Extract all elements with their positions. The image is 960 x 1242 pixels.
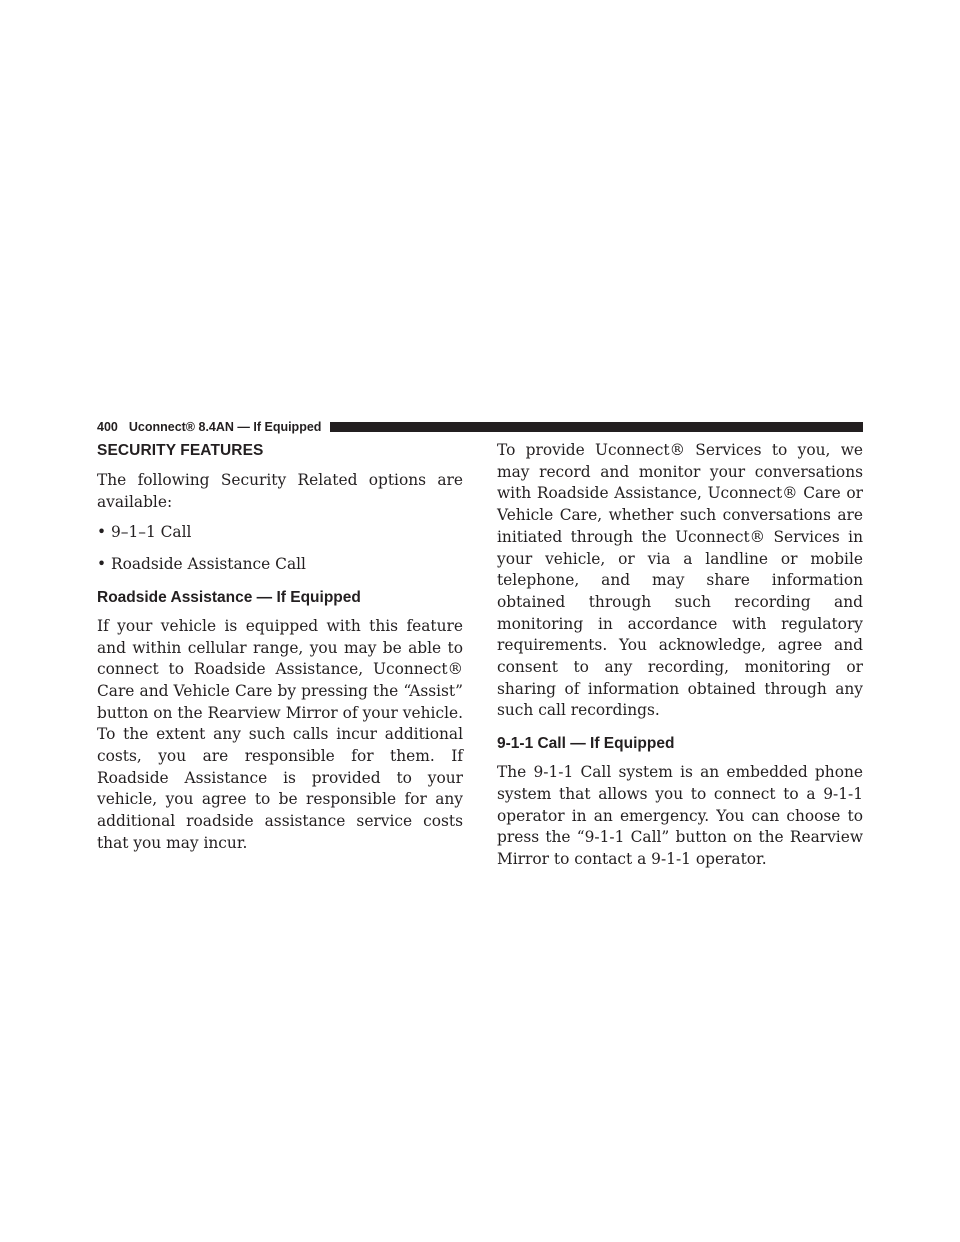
page-number: 400 bbox=[97, 420, 118, 434]
roadside-assistance-heading: Roadside Assistance — If Equipped bbox=[97, 588, 361, 606]
call-911-heading: 9-1-1 Call — If Equipped bbox=[497, 735, 675, 753]
page-header bbox=[97, 418, 863, 436]
options-list bbox=[97, 522, 463, 575]
call-911-paragraph: The 9-1-1 Call system is an embedded phone system that allows you to connect to a 9-1-1 operator in an emergency. You can choose to press the “9-1-1 Call” button on the Rearview Mirror to contact a 9-1-1 operator. bbox=[497, 763, 863, 868]
list-item: • 9–1–1 Call bbox=[97, 522, 463, 544]
bullet-icon: • bbox=[97, 523, 107, 542]
recording-privacy-paragraph: To provide Uconnect® Services to you, we may record and monitor your conversations with Roadside Assistance, Uconnect® Care or Vehicle Care, whether such conversations are initiated through the Uconnect® Services in your vehicle, or via a landline or mobile telephone, and may share information obtained through such recording and monitoring in accordance with regulatory requirements. You acknowledge, agree and consent to any recording, monitoring or sharing of information obtained through any such call recordings. bbox=[497, 441, 863, 720]
left-column bbox=[97, 440, 463, 855]
list-item: • Roadside Assistance Call bbox=[97, 554, 463, 576]
security-features-heading: SECURITY FEATURES bbox=[97, 442, 264, 459]
roadside-assistance-paragraph: If your vehicle is equipped with this feature and within cellular range, you may be able to connect to Roadside Assistance, Uconnect® Care and Vehicle Care by pressing the “Assist” button on the Rearview Mirror of your vehicle. To the extent any such calls incur additional costs, you are responsible for them. If Roadside Assistance is provided to your vehicle, you agree to be responsible for any additional roadside assistance service costs that you may incur. bbox=[97, 616, 463, 852]
header-rule bbox=[330, 422, 863, 432]
intro-paragraph: The following Security Related options are available: bbox=[97, 471, 463, 511]
right-column bbox=[497, 440, 863, 871]
section-title: Uconnect® 8.4AN — If Equipped bbox=[128, 420, 322, 434]
bullet-icon: • bbox=[97, 555, 107, 574]
